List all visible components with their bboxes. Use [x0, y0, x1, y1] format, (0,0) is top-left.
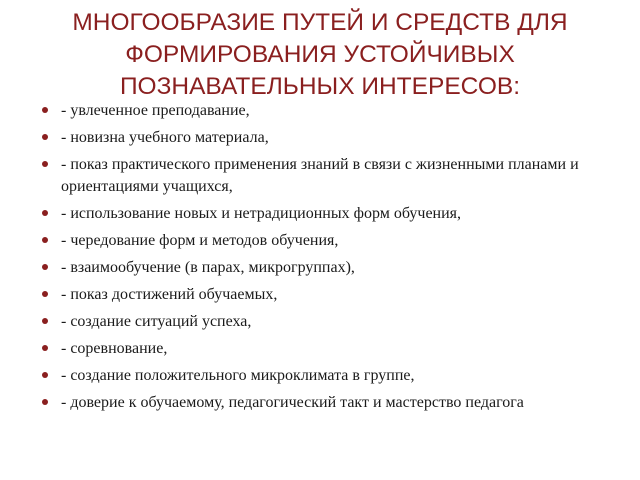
list-item-text: - создание ситуаций успеха,	[61, 313, 252, 331]
bullet-dot-icon	[42, 372, 48, 378]
bullet-dot-icon	[42, 210, 48, 216]
bullet-dot-icon	[42, 237, 48, 243]
list-item	[42, 284, 602, 306]
bullet-dot-icon	[42, 318, 48, 324]
list-item	[42, 392, 602, 414]
list-item-text: - показ практического применения знаний в связи с жизненными планами и ориентациями учащихся,	[61, 156, 579, 195]
list-item-text: - новизна учебного материала,	[61, 129, 269, 147]
list-item-text: - чередование форм и методов обучения,	[61, 231, 339, 249]
list-item-text: - взаимообучение (в парах, микрогруппах),	[61, 258, 355, 276]
title-line: ПОЗНАВАТЕЛЬНЫХ ИНТЕРЕСОВ:	[119, 73, 521, 100]
list-item	[42, 154, 602, 197]
title-line: МНОГООБРАЗИЕ ПУТЕЙ И СРЕДСТВ ДЛЯ	[72, 9, 568, 36]
bullet-dot-icon	[42, 399, 48, 405]
bullet-dot-icon	[42, 345, 48, 351]
bullet-dot-icon	[42, 264, 48, 270]
bullet-dot-icon	[42, 291, 48, 297]
list-item-text: - показ достижений обучаемых,	[61, 286, 278, 304]
list-item-text: - создание положительного микроклимата в группе,	[61, 367, 415, 385]
list-item	[42, 203, 602, 225]
list-item	[42, 127, 602, 149]
list-item	[42, 257, 602, 279]
bullet-dot-icon	[42, 161, 48, 167]
bullet-dot-icon	[42, 134, 48, 140]
list-item	[42, 365, 602, 387]
list-item-text: - соревнование,	[61, 340, 168, 358]
bullet-dot-icon	[42, 107, 48, 113]
list-item	[42, 230, 602, 252]
list-item	[42, 311, 602, 333]
list-item	[42, 100, 602, 122]
list-item-text: - увлеченное преподавание,	[61, 102, 250, 119]
bullet-list	[42, 100, 602, 420]
list-item-text: - доверие к обучаемому, педагогический такт и мастерство педагога	[61, 394, 524, 412]
title-line: ФОРМИРОВАНИЯ УСТОЙЧИВЫХ	[125, 41, 515, 68]
list-item	[42, 338, 602, 360]
slide-title	[20, 7, 620, 103]
list-item-text: - использование новых и нетрадиционных форм обучения,	[61, 204, 462, 222]
